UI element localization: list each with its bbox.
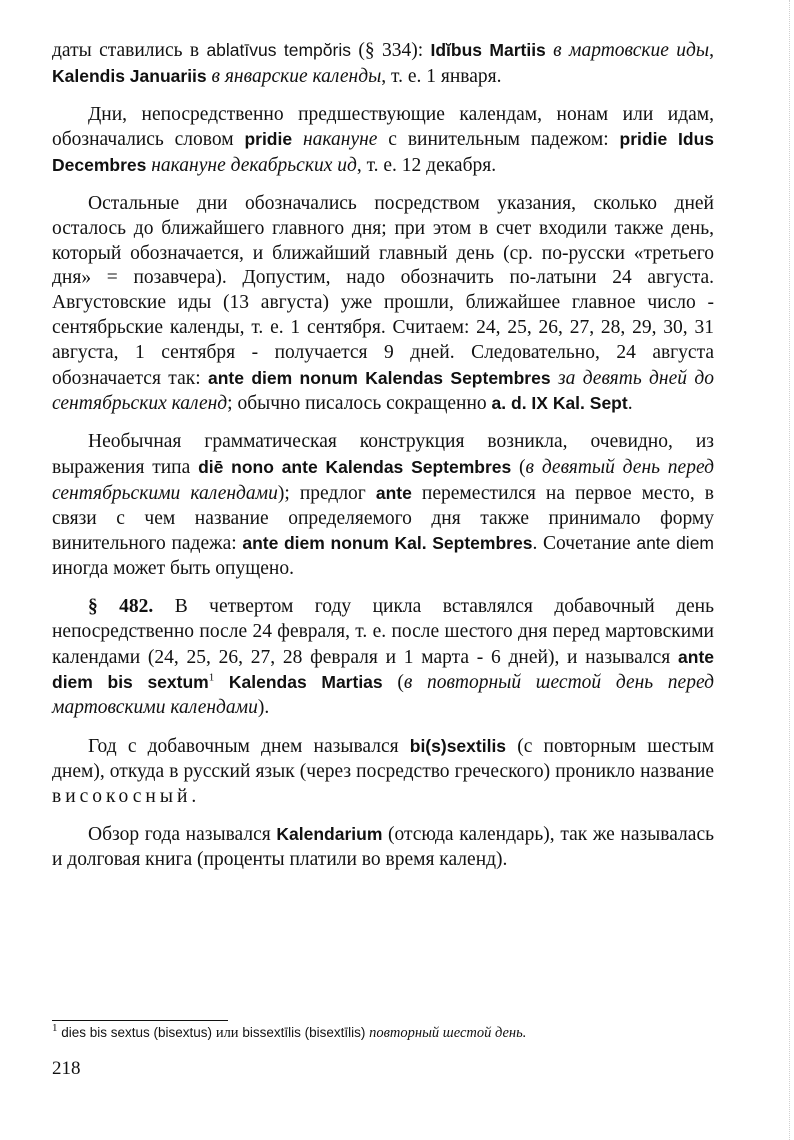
translation: накануне декабрьских ид: [151, 155, 357, 177]
paragraph-pridie: Дни, непосредственно предшествующие календам, нонам или идам, обозначались словом pridie накануне с винительным падежом: pridie Idus Decembres накануне декабрьских ид, т. е. 12 декабря.: [52, 103, 715, 177]
footnote-divider: [52, 1020, 228, 1021]
latin-term: bi(s)sextilis: [409, 735, 507, 756]
latin-term: diē nono ante Kalendas Septembres: [198, 456, 512, 477]
latin-term: Kalendis Januariis: [52, 65, 207, 86]
latin-term: ablatīvus tempŏris: [206, 40, 351, 60]
latin-term: Kalendas Martias: [228, 672, 383, 693]
footnote-reference[interactable]: 1: [208, 671, 215, 684]
paragraph-section-482: § 482. В четвертом году цикла вставлялся добавочный день непосредственно после 24 февраля, т. е. после шестого дня перед мартовскими календами (24, 25, 26, 27, 28 февраля и 1 марта - 6 дней), и назывался ante diem bis sextum$^1$ Kalendas Martias (в повторный шестой день перед мартовскими календами).: [52, 595, 714, 719]
latin-term: a. d. IX Kal. Sept: [491, 393, 628, 414]
page-edge-divider: [789, 0, 790, 1140]
paragraph-dates-ablative: даты ставились в ablatīvus tempŏris (§ 334): Idĭbus Martiis в мартовские иды, Kalendis Januariis в январские календы, т. е. 1 января.: [52, 40, 714, 87]
paragraph-counting-days: Остальные дни обозначались посредством указания, сколько дней осталось до ближайшего главного дня; при этом в счет входили также день, который обозначается, и ближайший главный день (ср. по-русски «третьего дня» = позавчера). Допустим, надо обозначить по-латыни 24 августа. Августовские иды (13 августа) уже прошли, ближайшее главное число - сентябрьские календы, т. е. 1 сентября. Считаем: 24, 25, 26, 27, 28, 29, 30, 31 августа, 1 сентября - получается 9 дней. Следовательно, 24 августа обозначается так: ante diem nonum Kalendas Septembres за девять дней до сентябрьских календ; обычно писалось сокращенно a. d. IX Kal. Sept.: [52, 192, 714, 415]
translation: за девять дней до сентябрьских календ: [52, 367, 714, 415]
translation: повторный шестой день.: [369, 1025, 527, 1041]
latin-term: ante diem nonum Kal. Septembres: [242, 533, 533, 554]
translation: в повторный шестой день перед мартовскими календами: [52, 672, 714, 719]
paragraph-kalendarium: Обзор года назывался Kalendarium (отсюда календарь), так же называлась и долговая книга (проценты платили во время календ).: [52, 824, 714, 871]
translation: в мартовские иды: [553, 40, 710, 61]
paragraph-construction: Необычная грамматическая конструкция возникла, очевидно, из выражения типа diē nono ante Kalendas Septembres (в девятый день перед сентябрьскими календами); предлог ante переместился на первое место, в связи с чем название определяемого дня также принимало форму винительного падежа: ante diem nonum Kal. Septembres. Сочетание ante diem иногда может быть опущено.: [52, 431, 715, 580]
latin-term: ante diem: [636, 533, 715, 554]
latin-term: pridie: [244, 129, 293, 150]
footnote-mark: 1: [52, 1022, 58, 1035]
latin-term: Idĭbus Martiis: [430, 40, 546, 60]
translation: накануне: [302, 129, 378, 151]
section-number: § 482.: [88, 595, 154, 617]
latin-term: pridie Idus Decembres: [52, 129, 715, 176]
latin-term: ante: [375, 482, 412, 503]
translation: в январские календы: [211, 65, 382, 87]
latin-term: bissextīlis (bisextīlis): [238, 1025, 370, 1040]
latin-term: dies bis sextus (bisextus): [57, 1025, 216, 1040]
latin-term: ante diem bis sextum: [52, 646, 714, 693]
translation: в девятый день перед сентябрьскими календами: [52, 456, 714, 504]
latin-term: ante diem nonum Kalendas Septembres: [208, 367, 551, 388]
latin-term: Kalendarium: [276, 824, 383, 845]
paragraph-bissextile: Год с добавочным днем назывался bi(s)sextilis (с повторным шестым днем), откуда в русский язык (через посредство греческого) проникло название високосный.: [52, 735, 714, 807]
page-number: 218: [52, 1058, 81, 1079]
spaced-word: високосный: [52, 785, 192, 807]
footnote: $^1$ dies bis sextus (bisextus) или bissextīlis (bisextīlis) повторный шестой день.: [52, 1022, 527, 1041]
main-text: [52, 38, 714, 873]
